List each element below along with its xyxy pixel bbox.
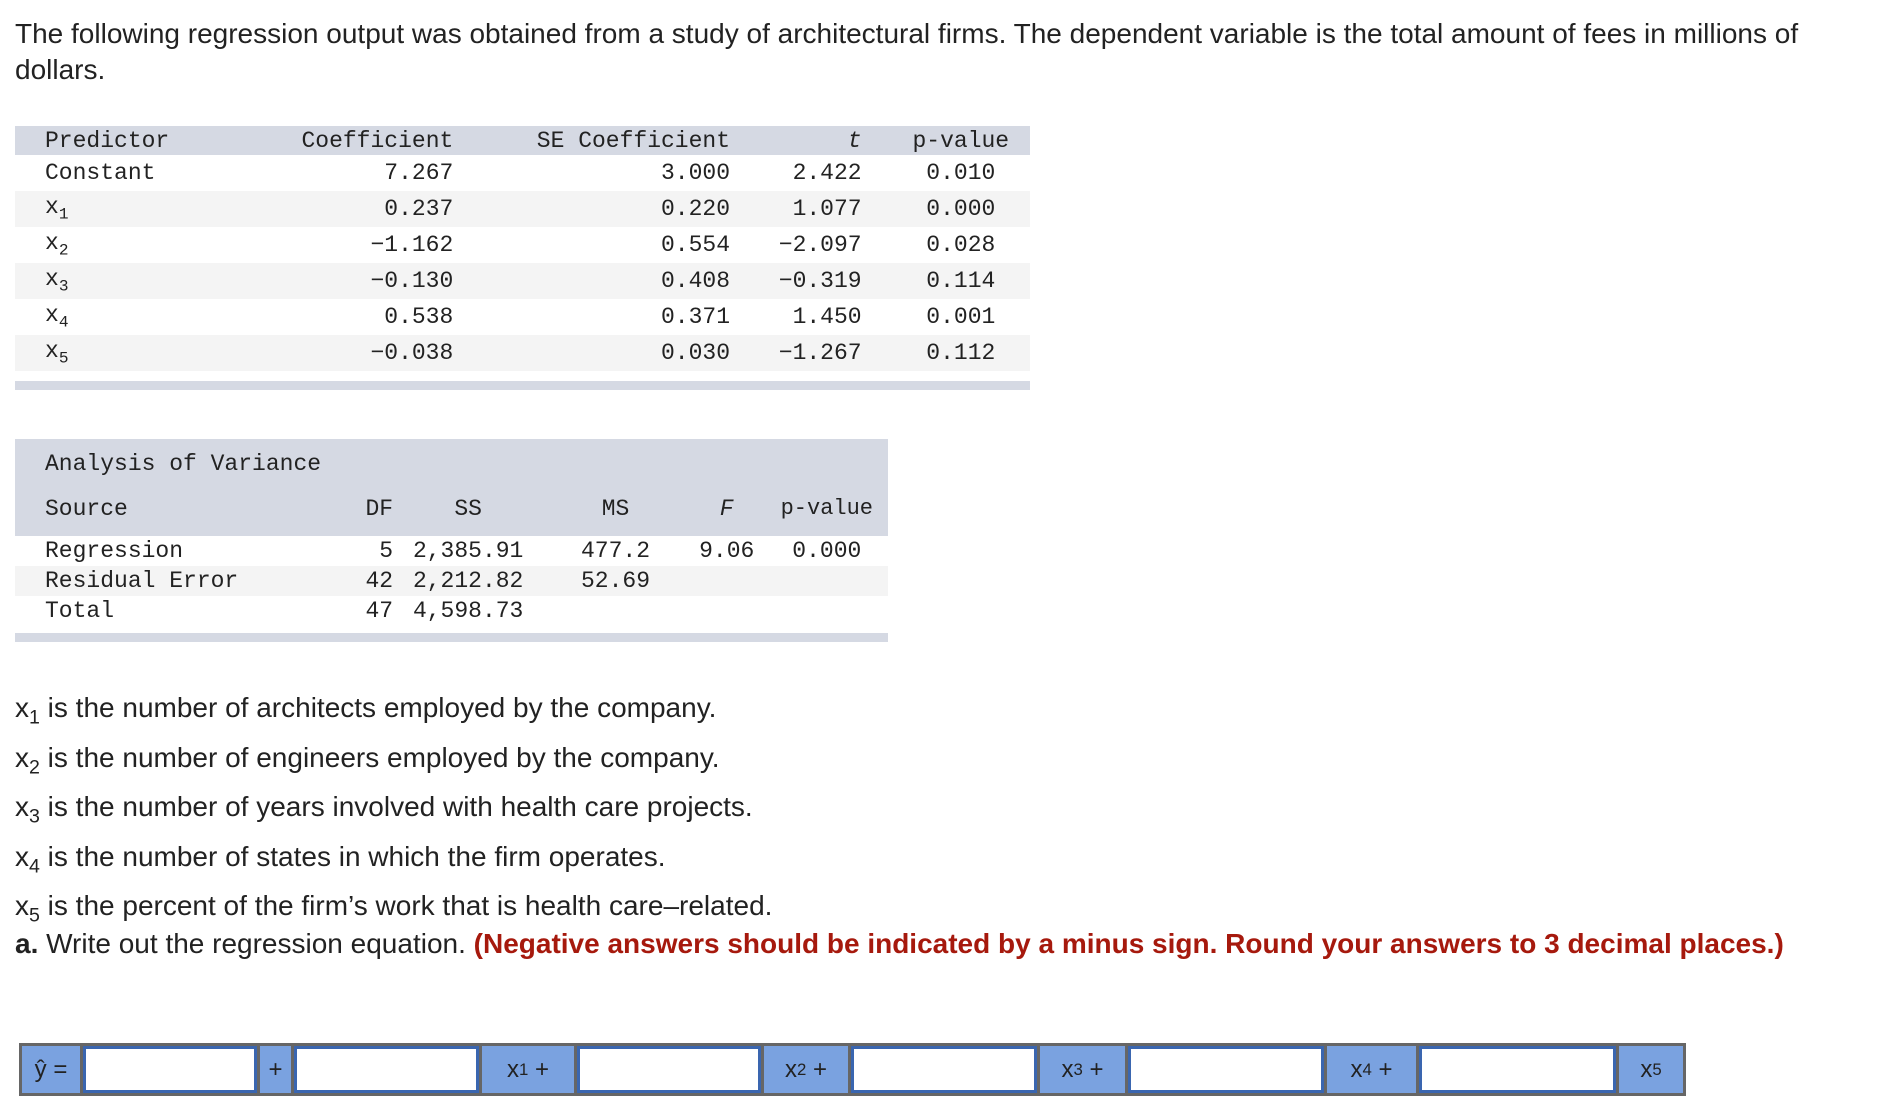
term-label-x3 xyxy=(1040,1046,1125,1093)
term-subscript: 2 xyxy=(796,1059,807,1079)
term-variable: x xyxy=(1350,1055,1363,1083)
anova-p-cell: 0.000 xyxy=(792,538,862,564)
predictor-cell xyxy=(15,263,236,299)
table-row xyxy=(15,335,1030,371)
term-label-x5 xyxy=(1619,1046,1683,1093)
variable-subscript: 4 xyxy=(29,855,40,878)
predictor-name: Constant xyxy=(45,160,156,186)
t-cell: 1.450 xyxy=(792,304,862,330)
coefficient-input-5[interactable] xyxy=(1419,1046,1616,1093)
anova-ms-cell: 52.69 xyxy=(543,566,688,596)
anova-df-cell: 47 xyxy=(365,598,394,624)
yhat-text: ŷ = xyxy=(34,1055,68,1083)
term-subscript: 1 xyxy=(518,1059,529,1079)
se-cell: 0.554 xyxy=(661,232,731,258)
header-pvalue: p-value xyxy=(892,126,1030,155)
anova-source-cell: Residual Error xyxy=(15,566,326,596)
variable-symbol: x xyxy=(15,890,29,922)
header-ms: MS xyxy=(543,481,688,536)
term-label-x2 xyxy=(764,1046,848,1093)
anova-df-cell: 5 xyxy=(379,538,394,564)
definition-text: is the percent of the firm’s work that is health care–related. xyxy=(39,890,773,922)
variable-symbol: x xyxy=(15,692,29,723)
predictor-name: x xyxy=(45,338,59,365)
coef-cell: −0.130 xyxy=(236,263,453,299)
coef-cell: 0.538 xyxy=(384,304,454,330)
term-label-x4 xyxy=(1327,1046,1416,1093)
term-plus: + xyxy=(528,1055,550,1083)
variable-subscript: 1 xyxy=(29,706,40,729)
term-plus: + xyxy=(806,1055,828,1083)
anova-ss-cell: 4,598.73 xyxy=(412,598,524,624)
coefficient-input-4[interactable] xyxy=(1128,1046,1324,1093)
predictor-cell xyxy=(15,299,236,335)
predictor-cell xyxy=(15,155,236,191)
se-cell: 0.371 xyxy=(661,304,731,330)
variable-subscript: 3 xyxy=(29,805,40,828)
coef-cell: 0.237 xyxy=(236,191,453,227)
t-cell: −1.267 xyxy=(730,335,892,371)
header-anova-pvalue: p-value xyxy=(766,481,888,536)
coefficient-input-0[interactable] xyxy=(83,1046,257,1093)
header-se: SE Coefficient xyxy=(453,126,730,155)
intro-text: The following regression output was obtained from a study of architectural firms. The dependent variable is the total amount of fees in millions of dollars. xyxy=(15,18,1799,85)
p-cell: 0.112 xyxy=(892,335,1030,371)
term-variable: x xyxy=(506,1055,519,1083)
question-label: a. xyxy=(15,928,39,959)
anova-row xyxy=(15,536,888,566)
variable-symbol: x xyxy=(15,791,29,823)
predictor-name: x xyxy=(45,230,59,257)
p-cell: 0.010 xyxy=(926,160,996,186)
variable-symbol: x xyxy=(15,840,29,872)
predictor-subscript: 5 xyxy=(58,349,69,368)
anova-title: Analysis of Variance xyxy=(15,439,888,481)
predictor-name: x xyxy=(45,302,59,329)
predictor-subscript: 2 xyxy=(58,241,69,260)
definition-line xyxy=(15,688,772,738)
anova-f-cell xyxy=(688,566,766,596)
plus-text: + xyxy=(268,1055,283,1083)
coef-cell: 7.267 xyxy=(384,160,454,186)
definition-line xyxy=(15,837,772,887)
se-cell: 0.220 xyxy=(453,191,730,227)
predictor-subscript: 3 xyxy=(58,277,69,296)
definition-text: is the number of engineers employed by the company. xyxy=(39,741,720,773)
anova-ms-cell: 477.2 xyxy=(580,538,650,564)
predictor-cell xyxy=(15,335,236,371)
question-instruction: (Negative answers should be indicated by a minus sign. Round your answers to 3 decimal places.) xyxy=(473,928,1784,959)
anova-row xyxy=(15,596,888,626)
header-t: t xyxy=(730,126,892,155)
anova-row xyxy=(15,566,888,596)
term-label-x1 xyxy=(482,1046,574,1093)
t-cell: −2.097 xyxy=(778,232,862,258)
question-text: Write out the regression equation. xyxy=(38,928,474,959)
term-plus: + xyxy=(1371,1055,1393,1083)
term-subscript: 4 xyxy=(1362,1059,1372,1079)
header-coefficient: Coefficient xyxy=(236,126,453,155)
header-f: F xyxy=(688,481,766,536)
se-cell: 0.408 xyxy=(453,263,730,299)
definition-line xyxy=(15,787,772,837)
variable-subscript: 5 xyxy=(29,904,40,927)
variable-definitions xyxy=(15,688,772,936)
anova-ss-cell: 2,212.82 xyxy=(393,566,543,596)
term-variable: x xyxy=(1061,1055,1074,1083)
term-subscript: 5 xyxy=(1652,1059,1662,1079)
question-a xyxy=(15,926,1895,962)
p-cell: 0.028 xyxy=(926,232,996,258)
t-cell: 1.077 xyxy=(730,191,892,227)
coef-cell: −1.162 xyxy=(370,232,454,258)
coef-cell: −0.038 xyxy=(236,335,453,371)
t-cell: −0.319 xyxy=(730,263,892,299)
predictor-name: x xyxy=(45,194,59,221)
header-source: Source xyxy=(15,481,326,536)
se-cell: 3.000 xyxy=(661,160,731,186)
term-variable: x xyxy=(1640,1055,1653,1083)
anova-p-cell xyxy=(766,596,888,626)
variable-subscript: 2 xyxy=(29,756,40,779)
anova-table xyxy=(15,439,888,626)
definition-line xyxy=(15,738,772,788)
definition-text: is the number of states in which the firm operates. xyxy=(39,840,666,872)
table-divider xyxy=(15,381,1030,390)
predictor-cell xyxy=(15,227,236,263)
table-row xyxy=(15,299,1030,335)
term-subscript: 3 xyxy=(1073,1059,1083,1079)
anova-ss-cell: 2,385.91 xyxy=(412,538,524,564)
coefficient-input-2[interactable] xyxy=(577,1046,761,1093)
t-cell: 2.422 xyxy=(792,160,862,186)
header-predictor: Predictor xyxy=(15,126,236,155)
coefficient-table xyxy=(15,126,1030,371)
predictor-name: x xyxy=(45,266,59,293)
anova-source-cell: Total xyxy=(45,598,115,624)
anova-ms-cell xyxy=(543,596,688,626)
yhat-label xyxy=(22,1046,80,1093)
anova-f-cell xyxy=(688,596,766,626)
anova-df-cell: 42 xyxy=(326,566,393,596)
variable-symbol: x xyxy=(15,741,29,773)
plus-label xyxy=(260,1046,291,1093)
p-cell: 0.000 xyxy=(892,191,1030,227)
predictor-cell xyxy=(15,191,236,227)
anova-p-cell xyxy=(766,566,888,596)
table-row xyxy=(15,227,1030,263)
table-row xyxy=(15,155,1030,191)
anova-source-cell: Regression xyxy=(45,538,184,564)
coefficient-input-3[interactable] xyxy=(851,1046,1037,1093)
term-plus: + xyxy=(1082,1055,1104,1083)
regression-equation-row xyxy=(19,1043,1686,1096)
definition-text: is the number of architects employed by the company. xyxy=(39,692,717,723)
p-cell: 0.114 xyxy=(892,263,1030,299)
anova-divider xyxy=(15,633,888,642)
p-cell: 0.001 xyxy=(926,304,996,330)
header-ss: SS xyxy=(393,481,543,536)
coefficient-input-1[interactable] xyxy=(294,1046,479,1093)
table-row xyxy=(15,263,1030,299)
predictor-subscript: 1 xyxy=(58,205,69,224)
se-cell: 0.030 xyxy=(453,335,730,371)
table-row xyxy=(15,191,1030,227)
header-df: DF xyxy=(326,481,393,536)
definition-text: is the number of years involved with health care projects. xyxy=(39,791,753,823)
anova-f-cell: 9.06 xyxy=(699,538,755,564)
predictor-subscript: 4 xyxy=(58,313,69,332)
term-variable: x xyxy=(784,1055,797,1083)
